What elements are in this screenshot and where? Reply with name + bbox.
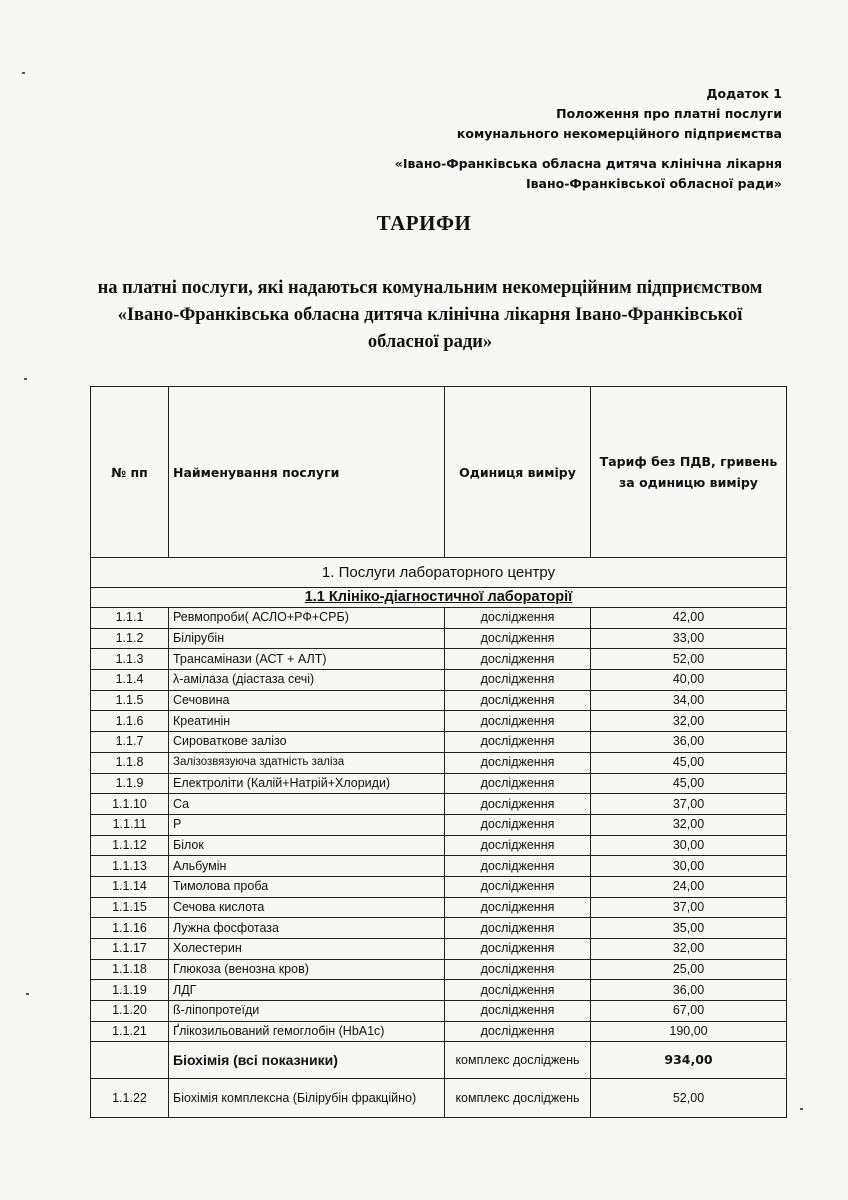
unit-of-measure: дослідження — [445, 1001, 591, 1022]
unit-of-measure: дослідження — [445, 835, 591, 856]
row-number: 1.1.7 — [91, 732, 169, 753]
table-row — [91, 939, 787, 960]
service-name: Білірубін — [169, 628, 445, 649]
scan-speck — [800, 1108, 803, 1110]
row-number: 1.1.12 — [91, 835, 169, 856]
unit-of-measure: дослідження — [445, 814, 591, 835]
subsection-row — [91, 588, 787, 608]
row-number: 1.1.5 — [91, 690, 169, 711]
service-name: Залізозвязуюча здатність заліза — [169, 752, 445, 773]
row-number: 1.1.6 — [91, 711, 169, 732]
service-name: Білок — [169, 835, 445, 856]
unit-of-measure: дослідження — [445, 856, 591, 877]
price-value: 45,00 — [591, 752, 787, 773]
col-header-service: Найменування послуги — [169, 387, 445, 558]
price-value: 40,00 — [591, 670, 787, 691]
price-value: 36,00 — [591, 980, 787, 1001]
unit-of-measure: комплекс досліджень — [445, 1042, 591, 1079]
scan-speck — [22, 72, 25, 74]
unit-of-measure: дослідження — [445, 752, 591, 773]
row-number: 1.1.9 — [91, 773, 169, 794]
row-number: 1.1.22 — [91, 1079, 169, 1118]
row-number: 1.1.15 — [91, 897, 169, 918]
unit-of-measure: дослідження — [445, 670, 591, 691]
row-number: 1.1.21 — [91, 1021, 169, 1042]
price-value: 37,00 — [591, 794, 787, 815]
unit-of-measure: дослідження — [445, 939, 591, 960]
price-value: 37,00 — [591, 897, 787, 918]
unit-of-measure: дослідження — [445, 876, 591, 897]
service-name: Біохімія (всі показники) — [169, 1042, 445, 1079]
table-row — [91, 835, 787, 856]
table-row — [91, 773, 787, 794]
tariff-table — [90, 386, 787, 1118]
price-value: 190,00 — [591, 1021, 787, 1042]
service-name: Р — [169, 814, 445, 835]
unit-of-measure: дослідження — [445, 608, 591, 629]
unit-of-measure: комплекс досліджень — [445, 1079, 591, 1118]
row-number: 1.1.4 — [91, 670, 169, 691]
col-header-unit: Одиниця виміру — [445, 387, 591, 558]
scan-speck — [24, 378, 27, 380]
unit-of-measure: дослідження — [445, 980, 591, 1001]
unit-of-measure: дослідження — [445, 711, 591, 732]
unit-of-measure: дослідження — [445, 897, 591, 918]
service-name: Лужна фосфотаза — [169, 918, 445, 939]
price-value: 33,00 — [591, 628, 787, 649]
table-row — [91, 876, 787, 897]
price-value: 67,00 — [591, 1001, 787, 1022]
price-value: 35,00 — [591, 918, 787, 939]
table-row — [91, 856, 787, 877]
price-value: 36,00 — [591, 732, 787, 753]
service-name: Біохімія комплексна (Білірубін фракційно) — [169, 1079, 445, 1118]
table-row — [91, 711, 787, 732]
unit-of-measure: дослідження — [445, 1021, 591, 1042]
table-row — [91, 628, 787, 649]
service-name: ß-ліпопротеїди — [169, 1001, 445, 1022]
table-row — [91, 980, 787, 1001]
appendix-line: Івано-Франківської обласної ради» — [525, 176, 782, 191]
table-row — [91, 959, 787, 980]
price-value: 32,00 — [591, 939, 787, 960]
service-name: Глюкоза (венозна кров) — [169, 959, 445, 980]
table-row — [91, 608, 787, 629]
unit-of-measure: дослідження — [445, 628, 591, 649]
price-value: 32,00 — [591, 711, 787, 732]
price-value: 25,00 — [591, 959, 787, 980]
table-header-row — [91, 387, 787, 558]
service-name: Сироваткове залізо — [169, 732, 445, 753]
price-value: 52,00 — [591, 1079, 787, 1118]
service-name: Електроліти (Калій+Натрій+Хлориди) — [169, 773, 445, 794]
service-name: Трансамінази (АСТ + АЛТ) — [169, 649, 445, 670]
table-row — [91, 1079, 787, 1118]
scan-speck — [26, 993, 29, 995]
table-row — [91, 732, 787, 753]
row-number — [91, 1042, 169, 1079]
price-value: 24,00 — [591, 876, 787, 897]
table-row — [91, 794, 787, 815]
section-title: 1. Послуги лабораторного центру — [91, 558, 787, 588]
table-row — [91, 752, 787, 773]
table-row — [91, 690, 787, 711]
price-value: 934,00 — [591, 1042, 787, 1079]
table-row — [91, 814, 787, 835]
section-row — [91, 558, 787, 588]
unit-of-measure: дослідження — [445, 959, 591, 980]
row-number: 1.1.10 — [91, 794, 169, 815]
appendix-line: «Івано-Франківська обласна дитяча клінічна лікарня — [394, 156, 782, 171]
appendix-line: Положення про платні послуги — [556, 106, 782, 121]
appendix-line: комунального некомерційного підприємства — [456, 126, 782, 141]
service-name: Тимолова проба — [169, 876, 445, 897]
row-number: 1.1.18 — [91, 959, 169, 980]
unit-of-measure: дослідження — [445, 649, 591, 670]
price-value: 52,00 — [591, 649, 787, 670]
service-name: Креатинін — [169, 711, 445, 732]
service-name: λ-амілаза (діастаза сечі) — [169, 670, 445, 691]
appendix-header — [362, 84, 782, 194]
price-value: 34,00 — [591, 690, 787, 711]
table-row — [91, 670, 787, 691]
service-name: Холестерин — [169, 939, 445, 960]
service-name: Альбумін — [169, 856, 445, 877]
service-name: Са — [169, 794, 445, 815]
row-number: 1.1.20 — [91, 1001, 169, 1022]
row-number: 1.1.16 — [91, 918, 169, 939]
col-header-number: № пп — [91, 387, 169, 558]
row-number: 1.1.17 — [91, 939, 169, 960]
unit-of-measure: дослідження — [445, 690, 591, 711]
unit-of-measure: дослідження — [445, 794, 591, 815]
row-number: 1.1.3 — [91, 649, 169, 670]
service-name: Сечовина — [169, 690, 445, 711]
unit-of-measure: дослідження — [445, 732, 591, 753]
service-name: ЛДГ — [169, 980, 445, 1001]
price-value: 45,00 — [591, 773, 787, 794]
document-title: ТАРИФИ — [376, 211, 472, 235]
table-row — [91, 1001, 787, 1022]
price-value: 42,00 — [591, 608, 787, 629]
service-name: Ревмопроби( АСЛО+РФ+СРБ) — [169, 608, 445, 629]
row-number: 1.1.13 — [91, 856, 169, 877]
row-number: 1.1.1 — [91, 608, 169, 629]
subsection-title: 1.1 Клініко-діагностичної лабораторії — [91, 588, 787, 608]
service-name: Ґлікозильований гемоглобін (HbA1c) — [169, 1021, 445, 1042]
unit-of-measure: дослідження — [445, 918, 591, 939]
table-row — [91, 649, 787, 670]
col-header-price: Тариф без ПДВ, гривень за одиницю виміру — [591, 387, 787, 558]
table-row — [91, 1042, 787, 1079]
row-number: 1.1.14 — [91, 876, 169, 897]
table-row — [91, 897, 787, 918]
price-value: 30,00 — [591, 856, 787, 877]
table-row — [91, 918, 787, 939]
document-subtitle: на платні послуги, які надаються комунальним некомерційним підприємством «Івано-Франківська обласна дитяча клінічна лікарня Івано-Франківської обласної ради» — [97, 278, 763, 352]
unit-of-measure: дослідження — [445, 773, 591, 794]
row-number: 1.1.19 — [91, 980, 169, 1001]
price-value: 30,00 — [591, 835, 787, 856]
row-number: 1.1.8 — [91, 752, 169, 773]
price-value: 32,00 — [591, 814, 787, 835]
row-number: 1.1.2 — [91, 628, 169, 649]
appendix-number: Додаток 1 — [706, 86, 782, 101]
service-name: Сечова кислота — [169, 897, 445, 918]
table-row — [91, 1021, 787, 1042]
row-number: 1.1.11 — [91, 814, 169, 835]
